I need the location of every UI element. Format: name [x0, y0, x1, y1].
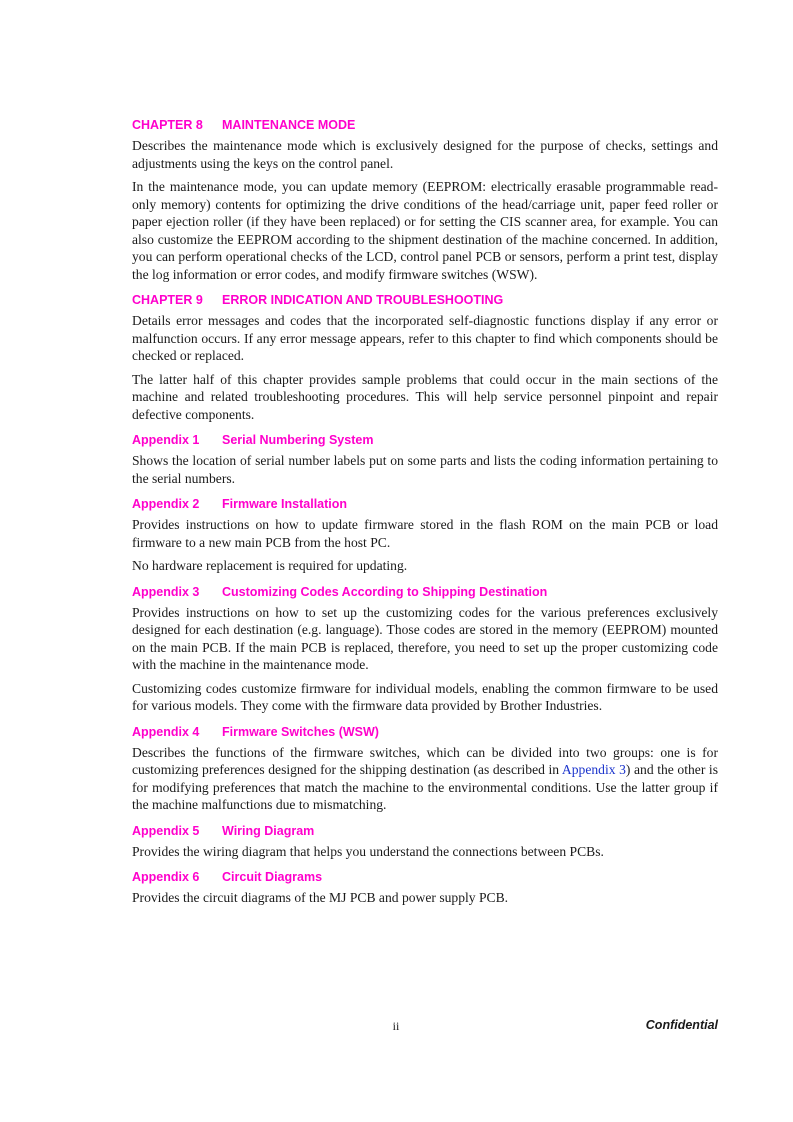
section-chapter-8: [132, 116, 718, 283]
section-appendix-3: [132, 583, 718, 715]
section-number: Appendix 5: [132, 823, 200, 838]
section-number: Appendix 4: [132, 724, 200, 739]
section-number: Appendix 1: [132, 433, 200, 447]
paragraph: Provides instructions on how to update firmware stored in the flash ROM on the main PCB or load firmware to a new main PCB from the host PC.: [132, 517, 718, 550]
section-number: Appendix 2: [132, 497, 200, 511]
section-title: MAINTENANCE MODE: [222, 118, 356, 132]
section-heading: [132, 431, 718, 449]
page-content: [132, 116, 718, 915]
section-heading: [132, 822, 718, 840]
section-number: Appendix 6: [132, 870, 200, 884]
section-appendix-4: [132, 723, 718, 814]
section-heading: [132, 723, 718, 741]
paragraph: No hardware replacement is required for updating.: [132, 558, 408, 573]
section-heading: [132, 291, 718, 309]
paragraph: Customizing codes customize firmware for individual models, enabling the common firmware to be used for various models. They come with the firmware data provided by Brother Industries.: [132, 680, 718, 713]
paragraph-text: ) and the other is for modifying preferences that match the machine to the environmental conditions. Use the latter group if the machine malfunctions due to mismatching.: [132, 762, 718, 812]
section-appendix-1: [132, 431, 718, 487]
section-number: Appendix 3: [132, 584, 200, 599]
paragraph-text: Describes the functions of the firmware switches, which can be divided into two groups: one is for customizing preferences designed for the shipping destination (as described in: [132, 744, 718, 777]
section-appendix-2: [132, 495, 718, 575]
paragraph: Provides the circuit diagrams of the MJ PCB and power supply PCB.: [132, 890, 509, 905]
page-number: ii: [392, 1019, 400, 1033]
section-title: Customizing Codes According to Shipping Destination: [222, 584, 548, 599]
section-heading: [132, 116, 718, 134]
paragraph: Provides the wiring diagram that helps you understand the connections between PCBs.: [132, 843, 604, 859]
paragraph: The latter half of this chapter provides sample problems that could occur in the main sections of the machine and related troubleshooting procedures. This will help service personnel pinpoint and repair defective components.: [132, 371, 718, 422]
paragraph: Shows the location of serial number labels put on some parts and lists the coding information pertaining to the serial numbers.: [132, 453, 718, 486]
section-title: Wiring Diagram: [222, 823, 315, 838]
section-title: Circuit Diagrams: [222, 870, 323, 884]
section-title: ERROR INDICATION AND TROUBLESHOOTING: [222, 293, 504, 307]
section-appendix-5: [132, 822, 718, 861]
paragraph: Details error messages and codes that the incorporated self-diagnostic functions display if any error or malfunction occurs. If any error message appears, refer to this chapter to find which components should be checked or replaced.: [132, 313, 718, 363]
section-number: CHAPTER 9: [132, 293, 203, 307]
paragraph: [132, 744, 718, 814]
section-number: CHAPTER 8: [132, 118, 203, 132]
section-title: Firmware Installation: [222, 497, 348, 511]
section-chapter-9: [132, 291, 718, 423]
appendix-3-link[interactable]: Appendix 3: [561, 762, 626, 777]
paragraph: In the maintenance mode, you can update memory (EEPROM: electrically erasable programmable read-only memory) contents for optimizing the drive conditions of the head/carriage unit, paper feed roller or paper ejection roller (if they have been replaced) or for setting the CIS scanner area, for example. You can also customize the EEPROM according to the shipment destination of the machine concerned. In addition, you can perform operational checks of the LCD, control panel PCB or sensors, perform a print test, display the log information or error codes, and modify firmware switches (WSW).: [132, 179, 718, 282]
section-title: Serial Numbering System: [222, 433, 374, 447]
section-heading: [132, 583, 718, 601]
section-heading: [132, 495, 718, 513]
section-heading: [132, 868, 718, 886]
confidential-label: Confidential: [645, 1018, 718, 1032]
paragraph: Provides instructions on how to set up the customizing codes for the various preferences exclusively designed for each destination (e.g. language). Those codes are stored in the memory (EEPROM) mounted on the main PCB. If the main PCB is replaced, therefore, you need to set up the proper customizing code with the machine in the maintenance mode.: [132, 604, 718, 672]
section-title: Firmware Switches (WSW): [222, 724, 379, 739]
section-appendix-6: [132, 868, 718, 907]
paragraph: Describes the maintenance mode which is exclusively designed for the purpose of checks, settings and adjustments using the keys on the control panel.: [132, 138, 718, 171]
